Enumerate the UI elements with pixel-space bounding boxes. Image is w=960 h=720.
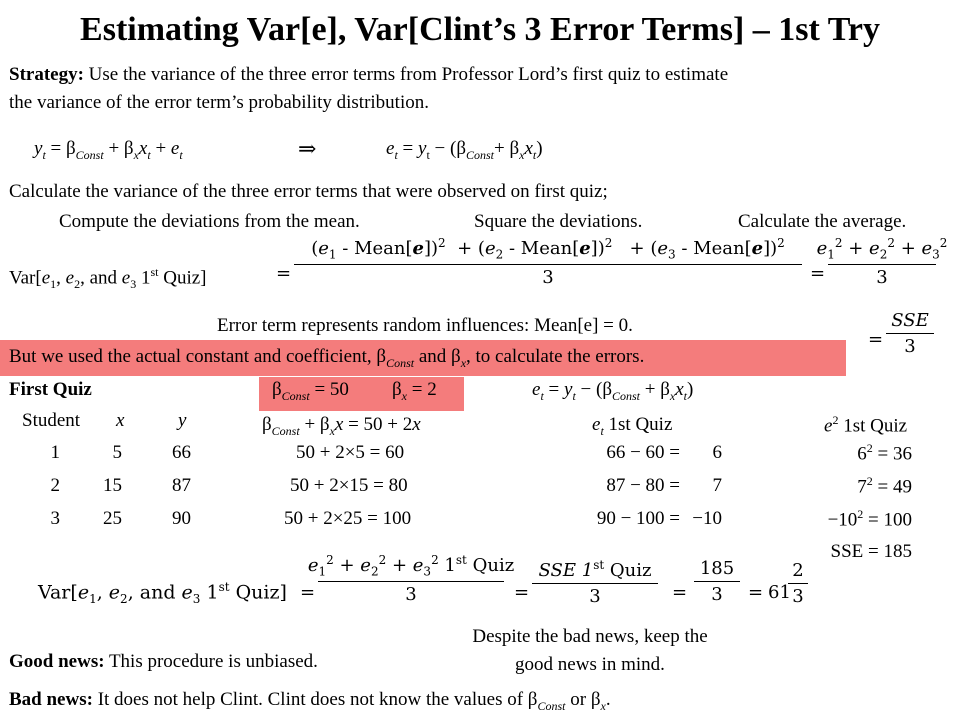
warning-text: But we used the actual constant and coefficient, $\beta_{Const}$ and $\beta_x$, to calculate the errors. [9,346,645,370]
equals-sign: = [276,263,292,284]
final-whole-number: 61 [768,582,791,603]
table-cell-e2: $7^2 = 49$ [857,474,912,498]
final-sum-fraction: $e_1^2 + e_2^2 + e_3^2$ 1st Quiz 3 [307,553,515,605]
table-cell-x: 25 [103,508,122,529]
despite-note-line-2: good news in mind. [515,654,665,675]
x-coef-value: $\beta_x = 2$ [392,379,437,403]
header-x: x [116,410,125,431]
final-sse-fraction: SSE 1st Quiz 3 [532,558,658,607]
equals-sign: = [300,582,316,603]
strategy-line-2: the variance of the error term’s probability distribution. [9,92,429,113]
strategy-label: Strategy: [9,64,84,85]
header-prediction: $\beta_{Const} + \beta_xx = 50 + 2x$ [262,414,421,438]
deviation-numerator: ($e_1$ - Mean[e])$^2$ + ($e_2$ - Mean[e])$^2$ + ($e_3$ - Mean[e])$^2$ [311,236,785,262]
table-cell-x: 15 [103,475,122,496]
table-cell-et-value: 7 [712,475,722,496]
table-cell-student: 1 [50,442,60,463]
const-value: $\beta_{Const} = 50$ [272,379,349,403]
deviation-denominator: 3 [294,264,802,288]
equals-sign: = [810,263,826,284]
good-news: Good news: This procedure is unbiased. [9,651,318,672]
model-equation: $y_t = \beta_{Const} + \beta_xx_t + e_t$ [34,138,183,162]
table-cell-et-value: −10 [692,508,722,529]
step-compute: Compute the deviations from the mean. [59,211,360,232]
table-cell-prediction: 50 + 2×25 = 100 [284,508,412,529]
step-average: Calculate the average. [738,211,907,232]
sum-squares-fraction: $\frac{e_1^2 + e_2^2 + e_3^2}{3}$ [816,236,948,288]
first-quiz-label: First Quiz [9,379,92,400]
final-var-label: $Var[e_1$, $e_2$, and $e_3$ 1st Quiz] [38,580,287,607]
random-influences-note: Error term represents random influences: Mean[e] = 0. [217,315,633,336]
header-et: $e_t$ 1st Quiz [592,414,673,438]
header-student: Student [22,410,81,431]
equals-sign: = [748,582,764,603]
table-cell-y: 90 [172,508,191,529]
final-185-fraction: $\frac{185}{3}$ [694,558,740,605]
table-cell-et: 66 − 60 = [606,442,680,463]
table-cell-et-value: 6 [712,442,722,463]
error-equation: $e_t = y_t - (\beta_{Const}+ \beta_xx_t)$ [386,138,543,162]
header-y: y [178,410,187,431]
equals-sign: = [868,329,884,350]
table-cell-student: 3 [50,508,60,529]
table-cell-y: 87 [172,475,191,496]
bad-news: Bad news: It does not help Clint. Clint does not know the values of $\beta_{Const}$ or $\beta_x$. [9,689,611,713]
final-mixed-fraction: $\frac{2}{3}$ [788,560,808,607]
table-cell-y: 66 [172,442,191,463]
table-cell-student: 2 [50,475,60,496]
step-square: Square the deviations. [474,211,643,232]
strategy-text-1: Use the variance of the three error terms from Professor Lord’s first quiz to estimate [83,64,729,85]
equals-sign: = [514,582,530,603]
table-cell-et: 87 − 80 = [606,475,680,496]
equals-sign: = [672,582,688,603]
table-cell-x: 5 [112,442,122,463]
calculate-line: Calculate the variance of the three error terms that were observed on first quiz; [9,181,608,202]
sse-fraction: SSE 3 [886,310,934,357]
var-label: $Var[e_1$, $e_2$, and $e_3$ 1st Quiz] [9,265,207,292]
table-cell-prediction: 50 + 2×15 = 80 [290,475,408,496]
despite-note-line-1: Despite the bad news, keep the [472,626,708,647]
table-cell-e2: $-10^2 = 100$ [827,507,912,531]
implies-arrow: ⇒ [298,136,317,161]
table-cell-prediction: 50 + 2×5 = 60 [296,442,405,463]
slide-title: Estimating Var[e], Var[Clint’s 3 Error Terms] – 1st Try [80,11,880,48]
table-cell-et: 90 − 100 = [596,508,680,529]
header-e2: $e^2$ 1st Quiz [824,413,908,437]
table-cell-e2: $6^2 = 36$ [857,441,912,465]
sse-total: SSE = 185 [830,541,912,562]
deviation-fraction [294,236,802,288]
strategy-line-1 [9,64,728,86]
error-formula: $e_t = y_t - (\beta_{Const} + \beta_xx_t)$ [532,379,694,403]
